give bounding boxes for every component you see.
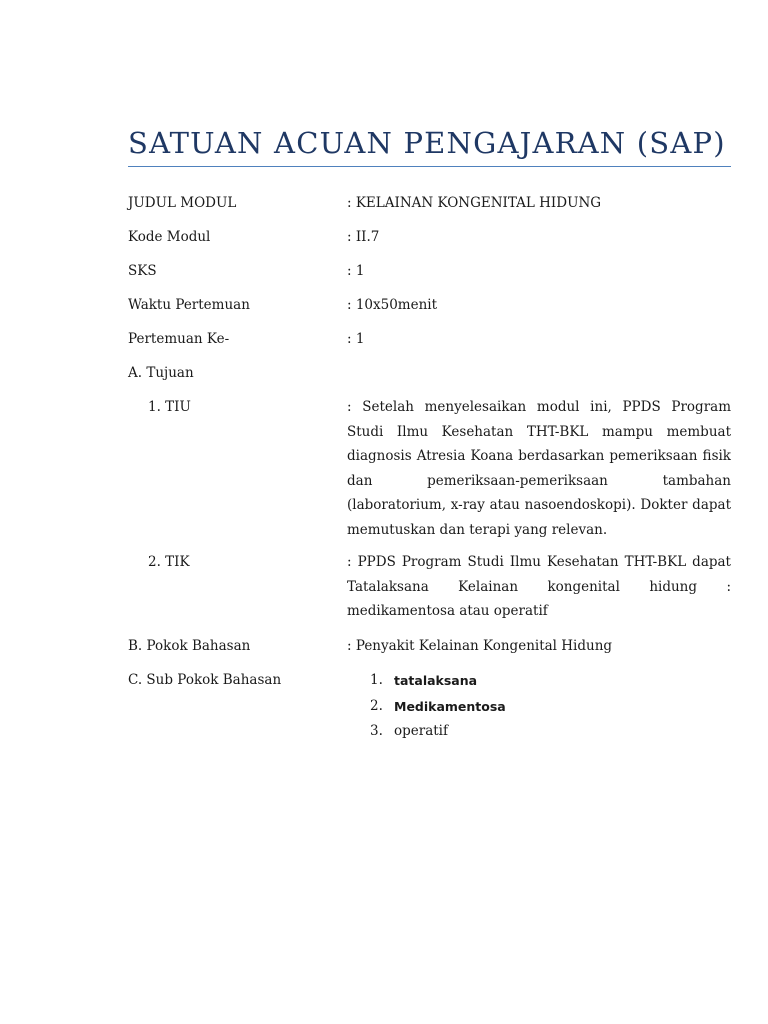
list-item-text: tatalaksana [394,673,478,688]
field-label: Waktu Pertemuan [128,297,250,313]
title-underline [128,166,731,167]
tik-label: 2. TIK [148,554,190,570]
list-item-number: 3. [370,723,383,739]
field-value: : 10x50menit [347,297,438,313]
sub-pokok-bahasan-label: C. Sub Pokok Bahasan [128,672,282,688]
list-item-number: 1. [370,672,383,688]
field-label: Kode Modul [128,229,211,245]
field-label: Pertemuan Ke- [128,331,230,347]
field-label: SKS [128,263,157,279]
field-value: : 1 [347,263,365,279]
tik-text: : PPDS Program Studi Ilmu Kesehatan THT-BKL dapat Tatalaksana Kelainan kongenital hidung : medikamentosa atau operatif [347,554,731,619]
tiu-label: 1. TIU [148,399,191,415]
tiu-text: : Setelah menyelesaikan modul ini, PPDS Program Studi Ilmu Kesehatan THT-BKL mampu membuat diagnosis Atresia Koana berdasarkan pemeriksaan fisik dan pemeriksaan-pemeriksaan tambahan (laboratorium, x-ray atau nasoendoskopi). Dokter dapat memutuskan dan terapi yang relevan. [347,399,731,538]
field-label: JUDUL MODUL [128,195,237,211]
field-value: : II.7 [347,229,380,245]
page-title: SATUAN ACUAN PENGAJARAN (SAP) [128,126,726,160]
pokok-bahasan-label: B. Pokok Bahasan [128,638,251,654]
field-value: : 1 [347,331,365,347]
list-item-text: operatif [394,723,448,739]
pokok-bahasan-value: : Penyakit Kelainan Kongenital Hidung [347,638,613,654]
list-item-number: 2. [370,697,383,714]
section-label-tujuan: A. Tujuan [128,365,194,381]
field-value: : KELAINAN KONGENITAL HIDUNG [347,195,602,211]
list-item-text: Medikamentosa [394,698,506,714]
